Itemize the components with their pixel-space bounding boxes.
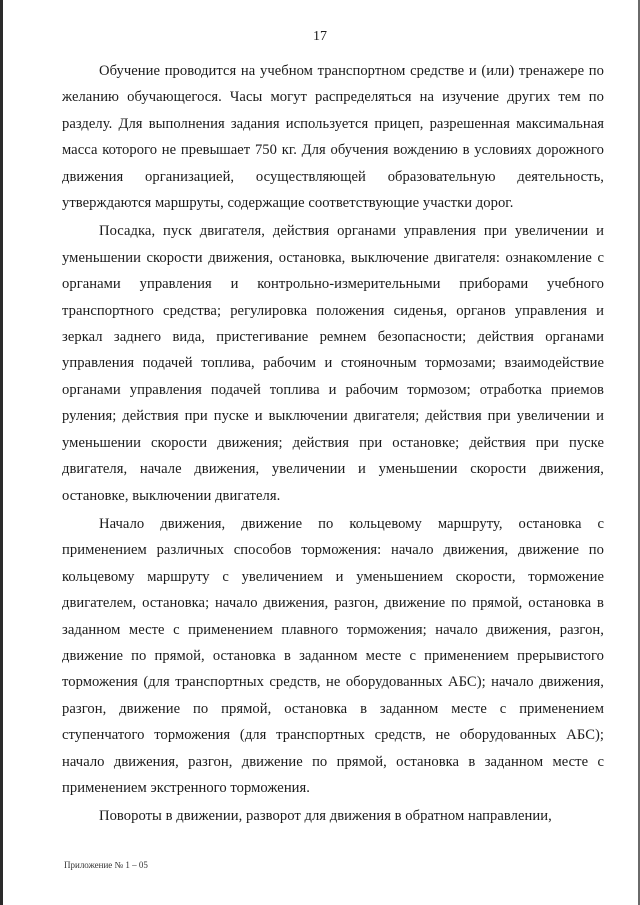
- paragraph-turns-reversal: Повороты в движении, разворот для движения в обратном направлении,: [99, 808, 552, 825]
- paragraph-engine-start-controls: Посадка, пуск двигателя, действия органами управления при увеличении и уменьшении скорости движения, остановка, выключение двигателя: ознакомление с органами управления и контрольно-измерительными приборами учебного транспортного средства; регулировка положения сиденья, органов управления и зеркал заднего вида, пристегивание ремнем безопасности; действия органами управления подачей топлива, рабочим и стояночным тормозами; взаимодействие органами управления подачей топлива и рабочим тормозом; отработка приемов руления; действия при пуске и выключении двигателя; действия при увеличении и уменьшении скорости движения; действия при остановке; действия при пуске двигателя, начале движения, увеличении и уменьшении скорости движения, остановке, выключении двигателя.: [62, 223, 604, 504]
- paragraph-training-conditions: Обучение проводится на учебном транспортном средстве и (или) тренажере по желанию обучающегося. Часы могут распределяться на изучение других тем по разделу. Для выполнения задания используется прицеп, разрешенная максимальная масса которого не превышает 750 кг. Для обучения вождению в условиях дорожного движения организацией, осуществляющей образовательную деятельность, утверждаются маршруты, содержащие соответствующие участки дорог.: [62, 63, 604, 212]
- paragraph-circular-route-braking: Начало движения, движение по кольцевому маршруту, остановка с применением различных способов торможения: начало движения, движение по кольцевому маршруту с увеличением и уменьшением скорости, торможение двигателем, остановка; начало движения, разгон, движение по прямой, остановка в заданном месте с применением плавного торможения; начало движения, разгон, движение по прямой, остановка в заданном месте с применением прерывистого торможения (для транспортных средств, не оборудованных АБС); начало движения, разгон, движение по прямой, остановка в заданном месте с применением ступенчатого торможения (для транспортных средств, не оборудованных АБС); начало движения, разгон, движение по прямой, остановка в заданном месте с применением экстренного торможения.: [62, 515, 604, 796]
- page-number: 17: [313, 29, 327, 44]
- scan-edge-left: [0, 0, 3, 905]
- document-body: [62, 58, 604, 832]
- footer-appendix-label: Приложение № 1 – 05: [64, 860, 148, 870]
